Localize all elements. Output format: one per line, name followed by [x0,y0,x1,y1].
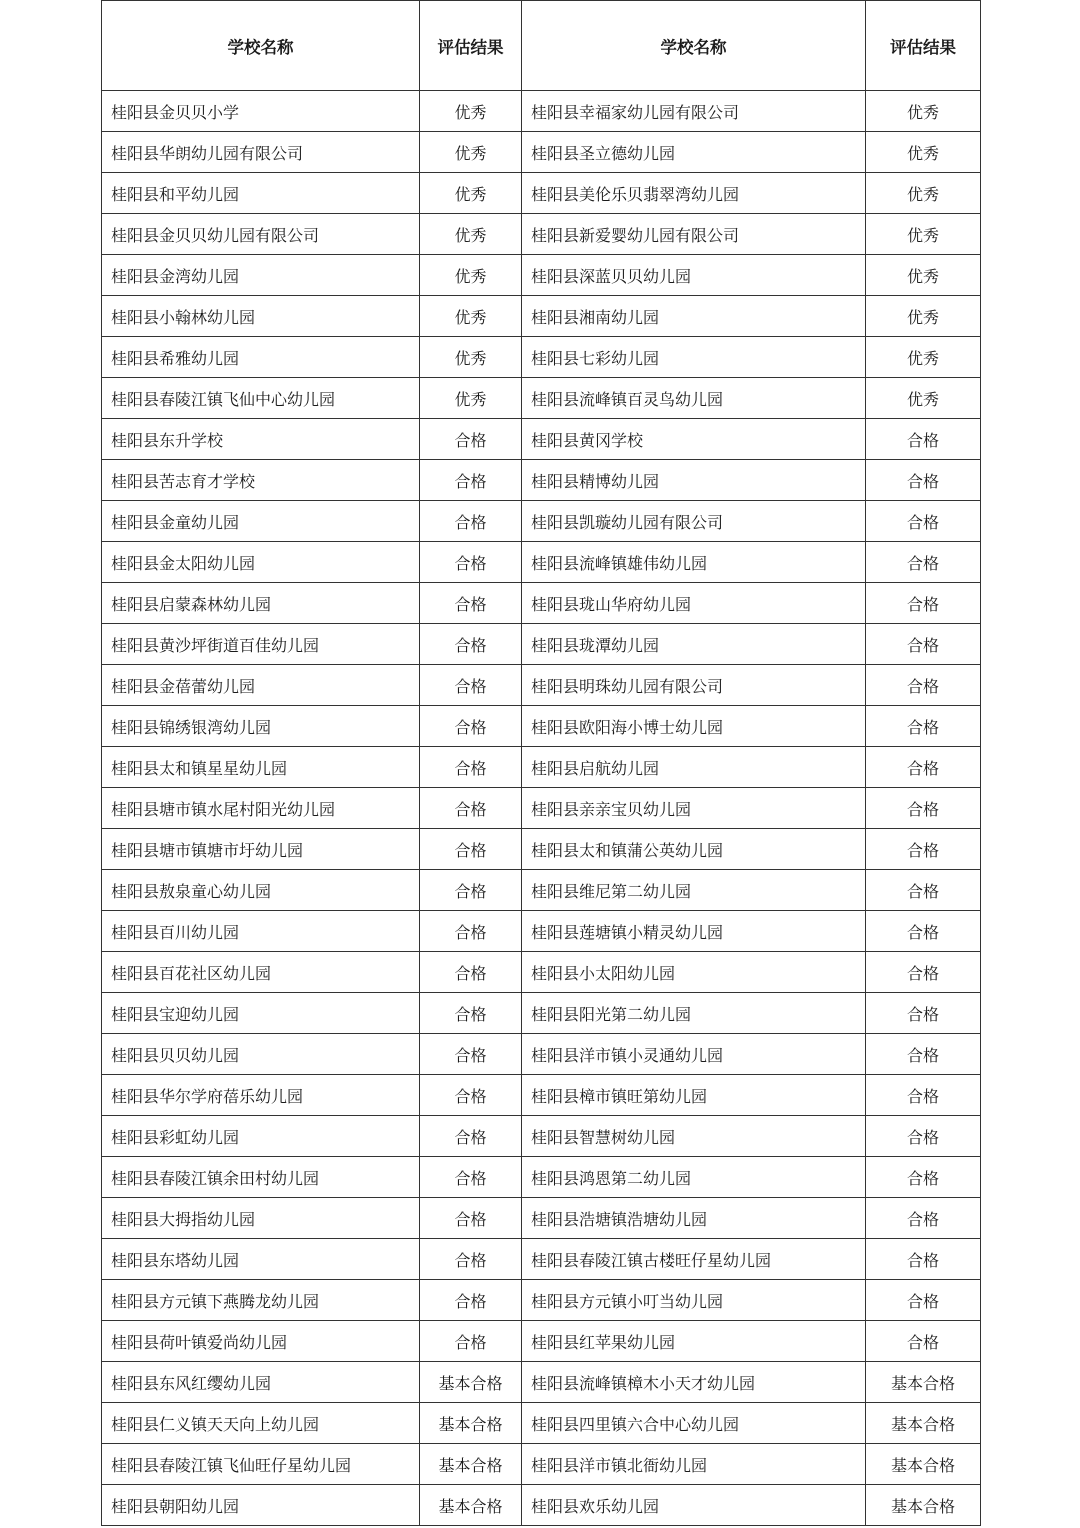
result-left: 基本合格 [420,1403,522,1444]
result-right: 合格 [866,460,981,501]
result-right: 合格 [866,993,981,1034]
school-name-left: 桂阳县塘市镇水尾村阳光幼儿园 [102,788,420,829]
school-name-left: 桂阳县小翰林幼儿园 [102,296,420,337]
result-right: 基本合格 [866,1362,981,1403]
result-left: 优秀 [420,132,522,173]
school-name-left: 桂阳县苦志育才学校 [102,460,420,501]
school-name-left: 桂阳县东风红缨幼儿园 [102,1362,420,1403]
school-name-left: 桂阳县荷叶镇爱尚幼儿园 [102,1321,420,1362]
school-name-right: 桂阳县流峰镇百灵鸟幼儿园 [522,378,866,419]
result-left: 优秀 [420,337,522,378]
result-right: 优秀 [866,378,981,419]
result-left: 合格 [420,583,522,624]
result-right: 合格 [866,1198,981,1239]
school-name-right: 桂阳县亲亲宝贝幼儿园 [522,788,866,829]
header-school-name-right: 学校名称 [522,1,866,91]
result-left: 合格 [420,624,522,665]
school-name-left: 桂阳县仁义镇天天向上幼儿园 [102,1403,420,1444]
school-name-left: 桂阳县东升学校 [102,419,420,460]
school-name-right: 桂阳县欧阳海小博士幼儿园 [522,706,866,747]
result-right: 合格 [866,1075,981,1116]
school-name-left: 桂阳县春陵江镇余田村幼儿园 [102,1157,420,1198]
school-name-right: 桂阳县幸福家幼儿园有限公司 [522,91,866,132]
result-right: 合格 [866,747,981,788]
school-name-right: 桂阳县新爱婴幼儿园有限公司 [522,214,866,255]
result-left: 优秀 [420,378,522,419]
table-row [102,296,981,337]
result-left: 合格 [420,829,522,870]
school-name-right: 桂阳县黄冈学校 [522,419,866,460]
school-name-right: 桂阳县七彩幼儿园 [522,337,866,378]
table-row [102,911,981,952]
evaluation-results-table [101,0,981,1526]
result-left: 合格 [420,1116,522,1157]
table-row [102,173,981,214]
school-name-right: 桂阳县圣立德幼儿园 [522,132,866,173]
school-name-left: 桂阳县太和镇星星幼儿园 [102,747,420,788]
school-name-right: 桂阳县深蓝贝贝幼儿园 [522,255,866,296]
result-right: 合格 [866,870,981,911]
result-left: 合格 [420,1321,522,1362]
school-name-left: 桂阳县黄沙坪街道百佳幼儿园 [102,624,420,665]
header-school-name-left: 学校名称 [102,1,420,91]
school-name-left: 桂阳县华尔学府蓓乐幼儿园 [102,1075,420,1116]
school-name-right: 桂阳县凯璇幼儿园有限公司 [522,501,866,542]
school-name-left: 桂阳县金童幼儿园 [102,501,420,542]
result-right: 合格 [866,788,981,829]
result-right: 合格 [866,1239,981,1280]
result-right: 合格 [866,829,981,870]
school-name-left: 桂阳县敖泉童心幼儿园 [102,870,420,911]
result-left: 基本合格 [420,1485,522,1526]
result-right: 合格 [866,624,981,665]
table-row [102,952,981,993]
school-name-right: 桂阳县鸿恩第二幼儿园 [522,1157,866,1198]
header-result-right: 评估结果 [866,1,981,91]
school-name-left: 桂阳县春陵江镇飞仙旺仔星幼儿园 [102,1444,420,1485]
school-name-right: 桂阳县莲塘镇小精灵幼儿园 [522,911,866,952]
result-left: 合格 [420,1198,522,1239]
school-name-left: 桂阳县宝迎幼儿园 [102,993,420,1034]
result-left: 合格 [420,911,522,952]
table-row [102,378,981,419]
result-left: 基本合格 [420,1444,522,1485]
table-row [102,1362,981,1403]
result-left: 合格 [420,993,522,1034]
result-right: 基本合格 [866,1444,981,1485]
school-name-right: 桂阳县精博幼儿园 [522,460,866,501]
result-left: 合格 [420,706,522,747]
result-left: 合格 [420,542,522,583]
table-row [102,706,981,747]
school-name-left: 桂阳县和平幼儿园 [102,173,420,214]
table-row [102,214,981,255]
result-left: 基本合格 [420,1362,522,1403]
result-left: 合格 [420,747,522,788]
result-left: 合格 [420,460,522,501]
school-name-right: 桂阳县流峰镇樟木小天才幼儿园 [522,1362,866,1403]
result-right: 优秀 [866,91,981,132]
school-name-right: 桂阳县智慧树幼儿园 [522,1116,866,1157]
school-name-left: 桂阳县锦绣银湾幼儿园 [102,706,420,747]
school-name-left: 桂阳县希雅幼儿园 [102,337,420,378]
result-right: 基本合格 [866,1485,981,1526]
table-row [102,255,981,296]
header-row [102,1,981,91]
school-name-left: 桂阳县百花社区幼儿园 [102,952,420,993]
school-name-right: 桂阳县四里镇六合中心幼儿园 [522,1403,866,1444]
school-name-left: 桂阳县百川幼儿园 [102,911,420,952]
school-name-right: 桂阳县洋市镇北衙幼儿园 [522,1444,866,1485]
result-left: 优秀 [420,296,522,337]
result-right: 优秀 [866,214,981,255]
school-name-left: 桂阳县金太阳幼儿园 [102,542,420,583]
result-right: 基本合格 [866,1403,981,1444]
result-right: 合格 [866,911,981,952]
table-row [102,583,981,624]
result-left: 合格 [420,952,522,993]
result-right: 合格 [866,952,981,993]
result-left: 优秀 [420,91,522,132]
result-left: 合格 [420,419,522,460]
result-right: 合格 [866,583,981,624]
table-row [102,91,981,132]
result-left: 合格 [420,1239,522,1280]
result-left: 合格 [420,1034,522,1075]
result-left: 优秀 [420,214,522,255]
table-row [102,1280,981,1321]
table-body [102,91,981,1526]
result-left: 优秀 [420,173,522,214]
table-row [102,419,981,460]
school-name-right: 桂阳县太和镇蒲公英幼儿园 [522,829,866,870]
header-result-left: 评估结果 [420,1,522,91]
table-row [102,1075,981,1116]
result-right: 合格 [866,419,981,460]
school-name-right: 桂阳县阳光第二幼儿园 [522,993,866,1034]
result-right: 优秀 [866,255,981,296]
result-right: 优秀 [866,337,981,378]
school-name-right: 桂阳县流峰镇雄伟幼儿园 [522,542,866,583]
school-name-right: 桂阳县湘南幼儿园 [522,296,866,337]
result-left: 优秀 [420,255,522,296]
result-right: 合格 [866,501,981,542]
table-row [102,1444,981,1485]
result-right: 合格 [866,1280,981,1321]
school-name-right: 桂阳县珑潭幼儿园 [522,624,866,665]
table-row [102,460,981,501]
table-row [102,1198,981,1239]
table-row [102,829,981,870]
table-row [102,1321,981,1362]
table-row [102,747,981,788]
school-name-left: 桂阳县贝贝幼儿园 [102,1034,420,1075]
school-name-left: 桂阳县华朗幼儿园有限公司 [102,132,420,173]
table-row [102,337,981,378]
result-right: 合格 [866,1034,981,1075]
school-name-left: 桂阳县春陵江镇飞仙中心幼儿园 [102,378,420,419]
table-row [102,1485,981,1526]
result-left: 合格 [420,870,522,911]
result-left: 合格 [420,665,522,706]
result-left: 合格 [420,1075,522,1116]
school-name-left: 桂阳县启蒙森林幼儿园 [102,583,420,624]
school-name-right: 桂阳县浩塘镇浩塘幼儿园 [522,1198,866,1239]
school-name-right: 桂阳县珑山华府幼儿园 [522,583,866,624]
school-name-left: 桂阳县方元镇下燕腾龙幼儿园 [102,1280,420,1321]
school-name-left: 桂阳县大拇指幼儿园 [102,1198,420,1239]
result-right: 合格 [866,1157,981,1198]
school-name-right: 桂阳县红苹果幼儿园 [522,1321,866,1362]
table-row [102,1116,981,1157]
table-row [102,501,981,542]
school-name-right: 桂阳县欢乐幼儿园 [522,1485,866,1526]
result-right: 合格 [866,1116,981,1157]
school-name-right: 桂阳县明珠幼儿园有限公司 [522,665,866,706]
table-row [102,1239,981,1280]
school-name-right: 桂阳县洋市镇小灵通幼儿园 [522,1034,866,1075]
result-right: 优秀 [866,173,981,214]
table-header [102,1,981,91]
table-row [102,542,981,583]
school-name-right: 桂阳县启航幼儿园 [522,747,866,788]
result-left: 合格 [420,788,522,829]
result-right: 合格 [866,706,981,747]
school-name-left: 桂阳县金贝贝幼儿园有限公司 [102,214,420,255]
result-right: 优秀 [866,296,981,337]
result-left: 合格 [420,1280,522,1321]
school-name-left: 桂阳县彩虹幼儿园 [102,1116,420,1157]
school-name-right: 桂阳县春陵江镇古楼旺仔星幼儿园 [522,1239,866,1280]
table-row [102,1034,981,1075]
school-name-right: 桂阳县樟市镇旺第幼儿园 [522,1075,866,1116]
table-row [102,788,981,829]
table-row [102,993,981,1034]
school-name-left: 桂阳县塘市镇塘市圩幼儿园 [102,829,420,870]
table-row [102,870,981,911]
table-row [102,1403,981,1444]
result-right: 合格 [866,542,981,583]
result-left: 合格 [420,501,522,542]
result-left: 合格 [420,1157,522,1198]
school-name-left: 桂阳县金蓓蕾幼儿园 [102,665,420,706]
school-name-left: 桂阳县金湾幼儿园 [102,255,420,296]
table-row [102,665,981,706]
table-row [102,1157,981,1198]
result-right: 合格 [866,665,981,706]
result-right: 优秀 [866,132,981,173]
school-name-left: 桂阳县东塔幼儿园 [102,1239,420,1280]
table-row [102,624,981,665]
school-name-left: 桂阳县朝阳幼儿园 [102,1485,420,1526]
school-name-right: 桂阳县维尼第二幼儿园 [522,870,866,911]
table-row [102,132,981,173]
school-name-right: 桂阳县方元镇小叮当幼儿园 [522,1280,866,1321]
result-right: 合格 [866,1321,981,1362]
school-name-left: 桂阳县金贝贝小学 [102,91,420,132]
school-name-right: 桂阳县美伦乐贝翡翠湾幼儿园 [522,173,866,214]
school-name-right: 桂阳县小太阳幼儿园 [522,952,866,993]
